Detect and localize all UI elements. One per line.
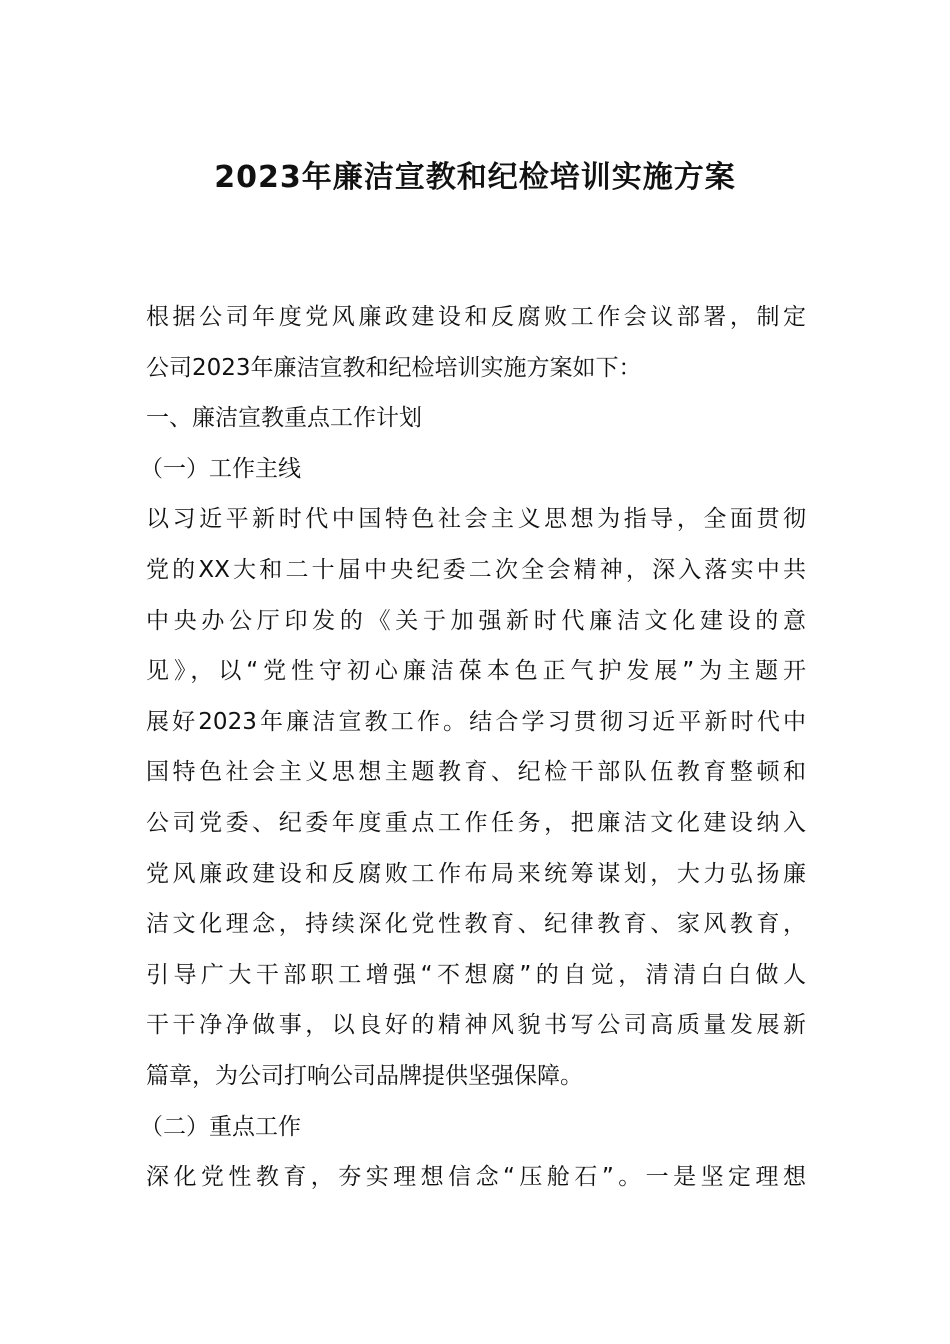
paragraph-line: 展好2023年廉洁宣教工作。结合学习贯彻习近平新时代中 (146, 708, 806, 735)
paragraph-line: 篇章，为公司打响公司品牌提供坚强保障。 (146, 1062, 583, 1089)
section-heading: 一、廉洁宣教重点工作计划 (146, 405, 422, 432)
paragraph-line: 根据公司年度党风廉政建设和反腐败工作会议部署，制定 (146, 304, 806, 330)
paragraph-line: 党的XX大和二十届中央纪委二次全会精神，深入落实中共 (146, 556, 806, 583)
document-title: 2023年廉洁宣教和纪检培训实施方案 (214, 160, 736, 195)
subsection-heading: （一）工作主线 (140, 455, 301, 482)
paragraph-line: 深化党性教育，夯实理想信念“压舱石”。一是坚定理想 (146, 1164, 806, 1191)
paragraph-line: 见》，以“党性守初心廉洁葆本色正气护发展”为主题开 (146, 658, 806, 685)
paragraph-line: 干干净净做事，以良好的精神风貌书写公司高质量发展新 (146, 1012, 806, 1039)
paragraph-line: 洁文化理念，持续深化党性教育、纪律教育、家风教育， (146, 911, 806, 938)
paragraph-line: 引导广大干部职工增强“不想腐”的自觉，清清白白做人 (146, 961, 806, 988)
paragraph-line: 以习近平新时代中国特色社会主义思想为指导，全面贯彻 (146, 506, 806, 533)
paragraph-line: 国特色社会主义思想主题教育、纪检干部队伍教育整顿和 (146, 759, 806, 786)
paragraph-line: 中央办公厅印发的《关于加强新时代廉洁文化建设的意 (146, 607, 806, 634)
document-body (140, 292, 806, 1203)
paragraph-line: 公司党委、纪委年度重点工作任务，把廉洁文化建设纳入 (146, 809, 806, 836)
paragraph-line: 党风廉政建设和反腐败工作布局来统筹谋划，大力弘扬廉 (146, 860, 806, 887)
paragraph-line: 公司2023年廉洁宣教和纪检培训实施方案如下： (146, 354, 642, 381)
subsection-heading: （二）重点工作 (140, 1113, 301, 1140)
